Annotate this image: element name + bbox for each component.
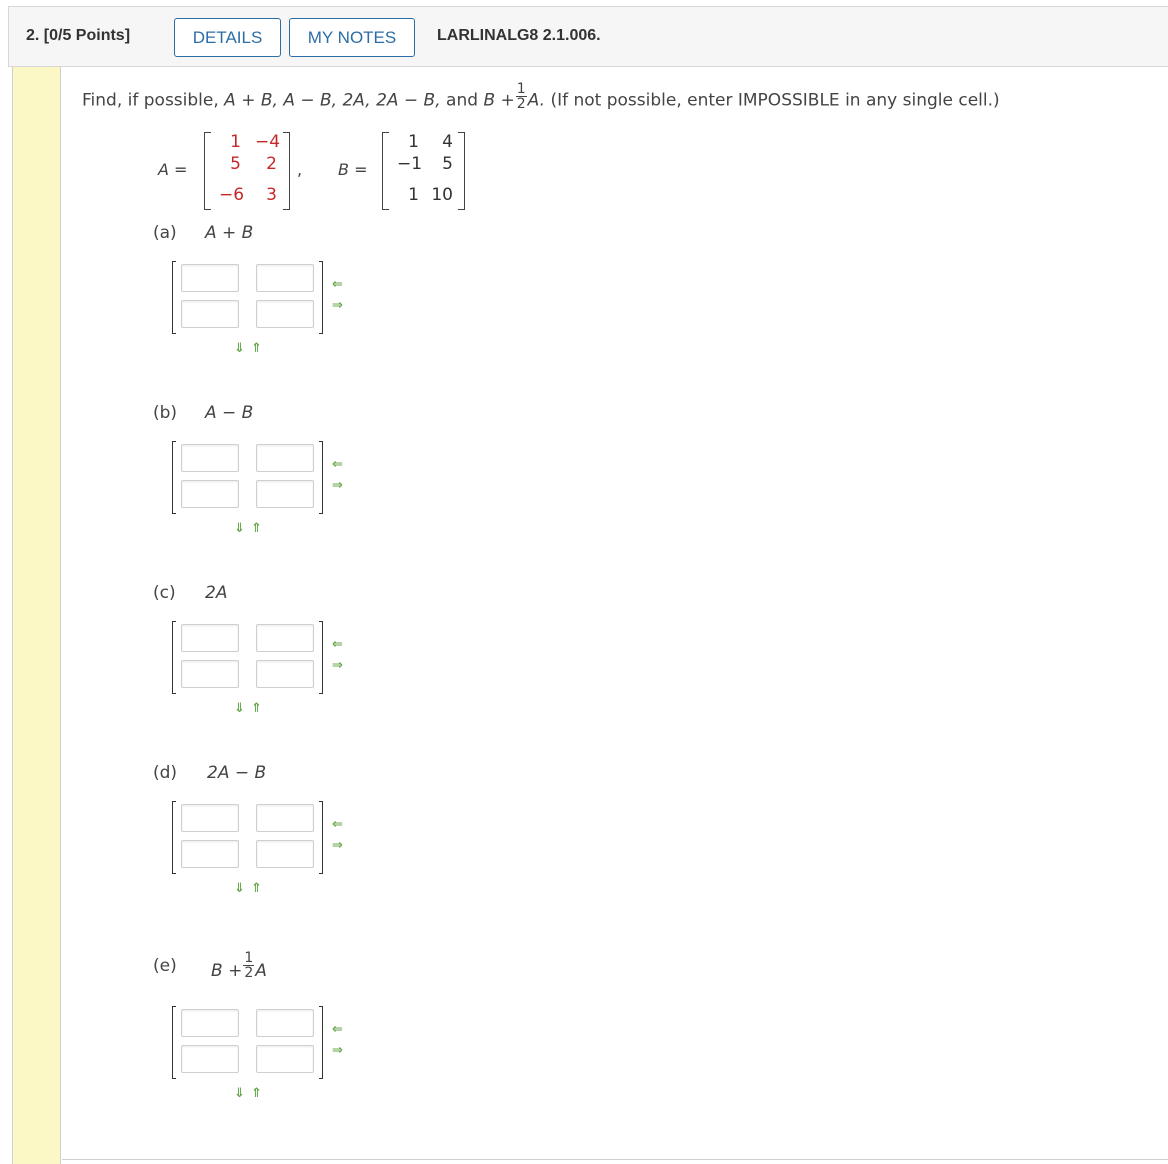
answer-cell-input[interactable] [256,444,314,472]
matrix-a-cell: 1 [230,132,241,152]
answer-cell-input[interactable] [256,1045,314,1073]
part-a-label: (a) [153,223,177,243]
answer-cell-input[interactable] [256,660,314,688]
prompt-note: (If not possible, enter IMPOSSIBLE in any single cell.) [550,90,1000,111]
matrix-a-left-bracket [204,132,211,210]
question-code: LARLINALG8 2.1.006. [437,27,601,44]
matrix-a-cell: 2 [266,154,277,174]
prompt-expr-5-end: A. [527,90,546,111]
prompt-expr-4: 2A − B, [376,90,441,111]
question-prompt [82,81,1000,115]
bottom-divider [62,1159,1168,1160]
add-row-arrow-icon[interactable]: ⇓ [234,881,245,896]
add-row-arrow-icon[interactable]: ⇓ [234,701,245,716]
question-number: 2. [0/5 Points] [26,27,131,44]
prompt-find: Find, if possible, [82,90,219,111]
matrix-b-cell: 1 [408,185,419,205]
remove-column-arrow-icon[interactable]: ⇐ [332,457,343,472]
add-column-arrow-icon[interactable]: ⇒ [332,478,343,493]
answer-left-bracket [172,621,176,694]
answer-cell-input[interactable] [256,300,314,328]
answer-cell-input[interactable] [181,264,239,292]
remove-column-arrow-icon[interactable]: ⇐ [332,637,343,652]
answer-right-bracket [319,441,323,514]
part-e-expression [211,945,267,981]
answer-left-bracket [172,1006,176,1079]
add-column-arrow-icon[interactable]: ⇒ [332,658,343,673]
remove-column-arrow-icon[interactable]: ⇐ [332,1022,343,1037]
prompt-expr-1: A + B, [224,90,278,111]
part-a-expression: A + B [205,223,254,243]
answer-cell-input[interactable] [181,300,239,328]
part-e-fraction-num: 1 [244,950,254,966]
answer-cell-input[interactable] [181,804,239,832]
matrix-b-left-bracket [382,132,389,210]
part-b-expression: A − B [205,403,254,423]
answer-cell-input[interactable] [181,840,239,868]
answer-cell-input[interactable] [181,480,239,508]
part-c-expression: 2A [205,583,228,603]
remove-column-arrow-icon[interactable]: ⇐ [332,817,343,832]
answer-cell-input[interactable] [256,840,314,868]
matrix-b-name: B [338,160,349,179]
add-row-arrow-icon[interactable]: ⇓ [234,521,245,536]
part-e-expr-post: A [255,960,267,981]
answer-cell-input[interactable] [181,660,239,688]
my-notes-button[interactable]: MY NOTES [289,18,415,57]
matrix-b-cell: 5 [442,154,453,174]
prompt-expr-2: A − B, [283,90,338,111]
answer-left-bracket [172,801,176,874]
answer-left-bracket [172,261,176,334]
details-button[interactable]: DETAILS [174,18,281,57]
prompt-fraction [516,82,527,111]
matrix-a-equals: = [174,160,188,179]
matrix-b-equals: = [354,160,368,179]
question-header [8,6,1168,67]
remove-row-arrow-icon[interactable]: ⇑ [251,341,262,356]
matrix-separator-comma: , [297,160,303,179]
answer-right-bracket [319,1006,323,1079]
answer-cell-input[interactable] [181,1045,239,1073]
matrix-a-right-bracket [283,132,290,210]
part-e-expr-pre: B + [211,960,243,981]
matrix-b-right-bracket [458,132,465,210]
part-d-expression: 2A − B [207,763,267,783]
answer-cell-input[interactable] [256,624,314,652]
matrix-a-cell: 3 [266,185,277,205]
matrix-a-name: A [158,160,169,179]
prompt-fraction-den: 2 [516,96,526,112]
add-row-arrow-icon[interactable]: ⇓ [234,341,245,356]
remove-column-arrow-icon[interactable]: ⇐ [332,277,343,292]
matrix-b-cell: 10 [431,185,453,205]
prompt-and: and [446,90,479,111]
add-column-arrow-icon[interactable]: ⇒ [332,1043,343,1058]
matrix-a-label [158,160,187,179]
prompt-expr-3: 2A, [342,90,371,111]
part-e-fraction [243,951,254,980]
part-e-label: (e) [153,956,177,976]
remove-row-arrow-icon[interactable]: ⇑ [251,701,262,716]
answer-cell-input[interactable] [256,804,314,832]
remove-row-arrow-icon[interactable]: ⇑ [251,1086,262,1101]
answer-cell-input[interactable] [181,624,239,652]
matrix-b-cell: 4 [442,132,453,152]
matrix-b-cell: −1 [397,154,423,174]
answer-cell-input[interactable] [181,1009,239,1037]
answer-cell-input[interactable] [256,1009,314,1037]
part-b-label: (b) [153,403,178,423]
answer-right-bracket [319,801,323,874]
answer-left-bracket [172,441,176,514]
question-sidebar [12,67,61,1164]
answer-right-bracket [319,261,323,334]
part-d-label: (d) [153,763,178,783]
matrix-b-cell: 1 [408,132,419,152]
add-row-arrow-icon[interactable]: ⇓ [234,1086,245,1101]
remove-row-arrow-icon[interactable]: ⇑ [251,521,262,536]
answer-cell-input[interactable] [256,480,314,508]
matrix-a-cell: 5 [230,154,241,174]
answer-right-bracket [319,621,323,694]
matrix-a-cell: −6 [219,185,245,205]
add-column-arrow-icon[interactable]: ⇒ [332,838,343,853]
answer-cell-input[interactable] [181,444,239,472]
part-c-label: (c) [153,583,176,603]
remove-row-arrow-icon[interactable]: ⇑ [251,881,262,896]
add-column-arrow-icon[interactable]: ⇒ [332,298,343,313]
prompt-expr-5: B + [483,90,515,111]
matrix-b-label [338,160,367,179]
matrix-a-cell: −4 [255,132,281,152]
prompt-fraction-num: 1 [516,81,526,97]
part-e-fraction-den: 2 [244,965,254,981]
answer-cell-input[interactable] [256,264,314,292]
